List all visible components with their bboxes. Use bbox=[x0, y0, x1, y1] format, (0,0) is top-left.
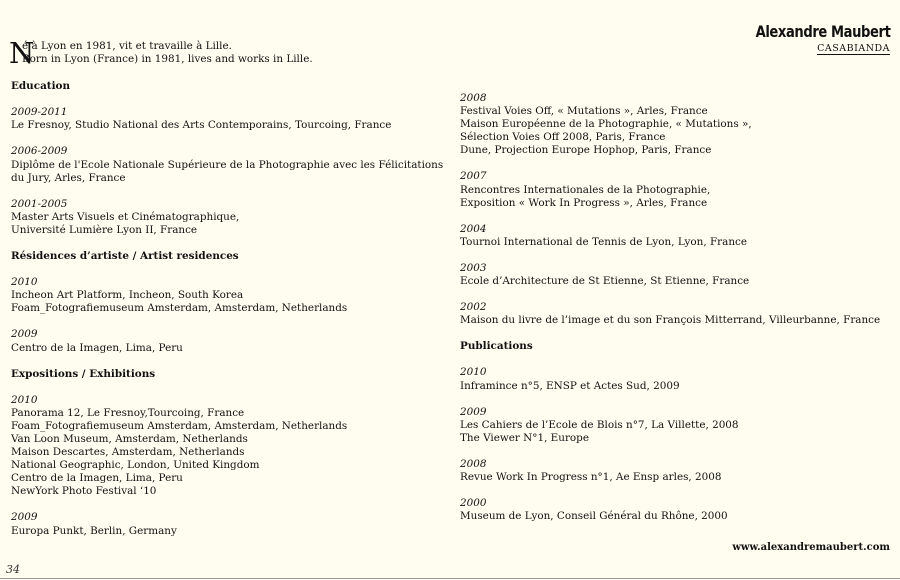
section-title-publications: Publications bbox=[460, 340, 533, 353]
entry-year: 2001-2005 bbox=[11, 197, 68, 210]
cv-entry bbox=[460, 301, 895, 327]
entry-year: 2009 bbox=[460, 405, 487, 418]
cv-entry bbox=[460, 458, 895, 484]
page-number: 34 bbox=[6, 563, 20, 576]
entry-year: 2009 bbox=[11, 511, 38, 524]
website-url: www.alexandremaubert.com bbox=[732, 542, 890, 553]
entry-year: 2000 bbox=[460, 497, 487, 510]
cv-entry bbox=[11, 394, 451, 499]
entry-item: Dune, Projection Europe Hophop, Paris, France bbox=[460, 144, 712, 157]
section-title-residences: Résidences d’artiste / Artist residences bbox=[11, 250, 239, 263]
intro-paragraph bbox=[9, 36, 451, 70]
cv-entry bbox=[11, 276, 451, 315]
cv-entry bbox=[11, 198, 451, 237]
cv-entry bbox=[460, 262, 895, 288]
section-title-education: Education bbox=[11, 80, 71, 93]
entry-item: Europa Punkt, Berlin, Germany bbox=[11, 524, 177, 537]
cv-entry bbox=[460, 223, 895, 249]
entry-item: National Geographic, London, United Kingdom bbox=[11, 459, 260, 472]
intro-line-english: Born in Lyon (France) in 1981, lives and works in Lille. bbox=[22, 53, 313, 66]
cv-entry bbox=[460, 497, 895, 523]
entry-item: Incheon Art Platform, Incheon, South Korea bbox=[11, 289, 244, 302]
entry-year: 2010 bbox=[460, 366, 487, 379]
entry-year: 2004 bbox=[460, 222, 487, 235]
entry-year: 2010 bbox=[11, 276, 38, 289]
cv-entry bbox=[460, 170, 895, 209]
entry-item: Maison Descartes, Amsterdam, Netherlands bbox=[11, 446, 245, 459]
entry-item: Centro de la Imagen, Lima, Peru bbox=[11, 472, 183, 485]
cv-entry bbox=[11, 145, 451, 184]
entry-item: NewYork Photo Festival ‘10 bbox=[11, 485, 157, 498]
entry-year: 2006-2009 bbox=[11, 145, 68, 158]
right-column bbox=[460, 92, 895, 536]
entry-item: Tournoi International de Tennis de Lyon, Lyon, France bbox=[460, 235, 747, 248]
entry-item: Diplôme de l'Ecole Nationale Supérieure de la Photographie avec les Félicitations du Jury, Arles, France bbox=[11, 158, 444, 184]
intro-line-french: é à Lyon en 1981, vit et travaille à Lille. bbox=[22, 40, 232, 52]
author-name: Alexandre Maubert bbox=[755, 22, 890, 41]
entry-item: Centro de la Imagen, Lima, Peru bbox=[11, 341, 183, 354]
cv-entry bbox=[11, 328, 451, 354]
cv-entry bbox=[460, 92, 895, 157]
entry-item: Revue Work In Progress n°1, Ae Ensp arles, 2008 bbox=[460, 470, 722, 483]
cv-entry bbox=[11, 106, 451, 132]
entry-item: Foam_Fotografiemuseum Amsterdam, Amsterdam, Netherlands bbox=[11, 302, 348, 315]
entry-item: Sélection Voies Off 2008, Paris, France bbox=[460, 131, 666, 144]
entry-item: Les Cahiers de l’Ecole de Blois n°7, La Villette, 2008 bbox=[460, 418, 739, 431]
entry-year: 2008 bbox=[460, 92, 487, 104]
entry-year: 2007 bbox=[460, 170, 487, 183]
entry-year: 2009 bbox=[11, 328, 38, 341]
entry-year: 2008 bbox=[460, 457, 487, 470]
publisher-name: CASABIANDA bbox=[817, 43, 890, 54]
entry-item: Rencontres Internationales de la Photographie, bbox=[460, 183, 711, 196]
entry-item: Université Lumière Lyon II, France bbox=[11, 223, 198, 236]
cv-entry bbox=[11, 511, 451, 537]
entry-item: Master Arts Visuels et Cinématographique, bbox=[11, 210, 240, 223]
entry-year: 2003 bbox=[460, 261, 487, 274]
page-header bbox=[726, 22, 890, 55]
drop-cap: N bbox=[9, 36, 35, 70]
cv-entry bbox=[460, 406, 895, 445]
entry-year: 2002 bbox=[460, 301, 487, 314]
entry-item: Exposition « Work In Progress », Arles, France bbox=[460, 196, 708, 209]
entry-item: Van Loon Museum, Amsterdam, Netherlands bbox=[11, 432, 248, 445]
entry-year: 2009-2011 bbox=[11, 106, 68, 119]
entry-item: The Viewer N°1, Europe bbox=[460, 431, 589, 444]
entry-item: Maison Européenne de la Photographie, « Mutations », bbox=[460, 118, 752, 131]
entry-item: Ecole d’Architecture de St Etienne, St Etienne, France bbox=[460, 275, 750, 288]
left-column bbox=[9, 36, 451, 551]
section-title-exhibitions: Expositions / Exhibitions bbox=[11, 367, 156, 380]
entry-item: Foam_Fotografiemuseum Amsterdam, Amsterdam, Netherlands bbox=[11, 419, 348, 432]
bottom-divider bbox=[0, 578, 900, 579]
cv-entry bbox=[460, 366, 895, 392]
entry-item: Museum de Lyon, Conseil Général du Rhône, 2000 bbox=[460, 510, 728, 523]
entry-year: 2010 bbox=[11, 393, 38, 406]
entry-item: Festival Voies Off, « Mutations », Arles, France bbox=[460, 105, 708, 118]
entry-item: Inframince n°5, ENSP et Actes Sud, 2009 bbox=[460, 379, 680, 392]
entry-item: Maison du livre de l’image et du son François Mitterrand, Villeurbanne, France bbox=[460, 314, 881, 327]
entry-item: Panorama 12, Le Fresnoy,Tourcoing, France bbox=[11, 406, 245, 419]
entry-item: Le Fresnoy, Studio National des Arts Contemporains, Tourcoing, France bbox=[11, 119, 392, 132]
